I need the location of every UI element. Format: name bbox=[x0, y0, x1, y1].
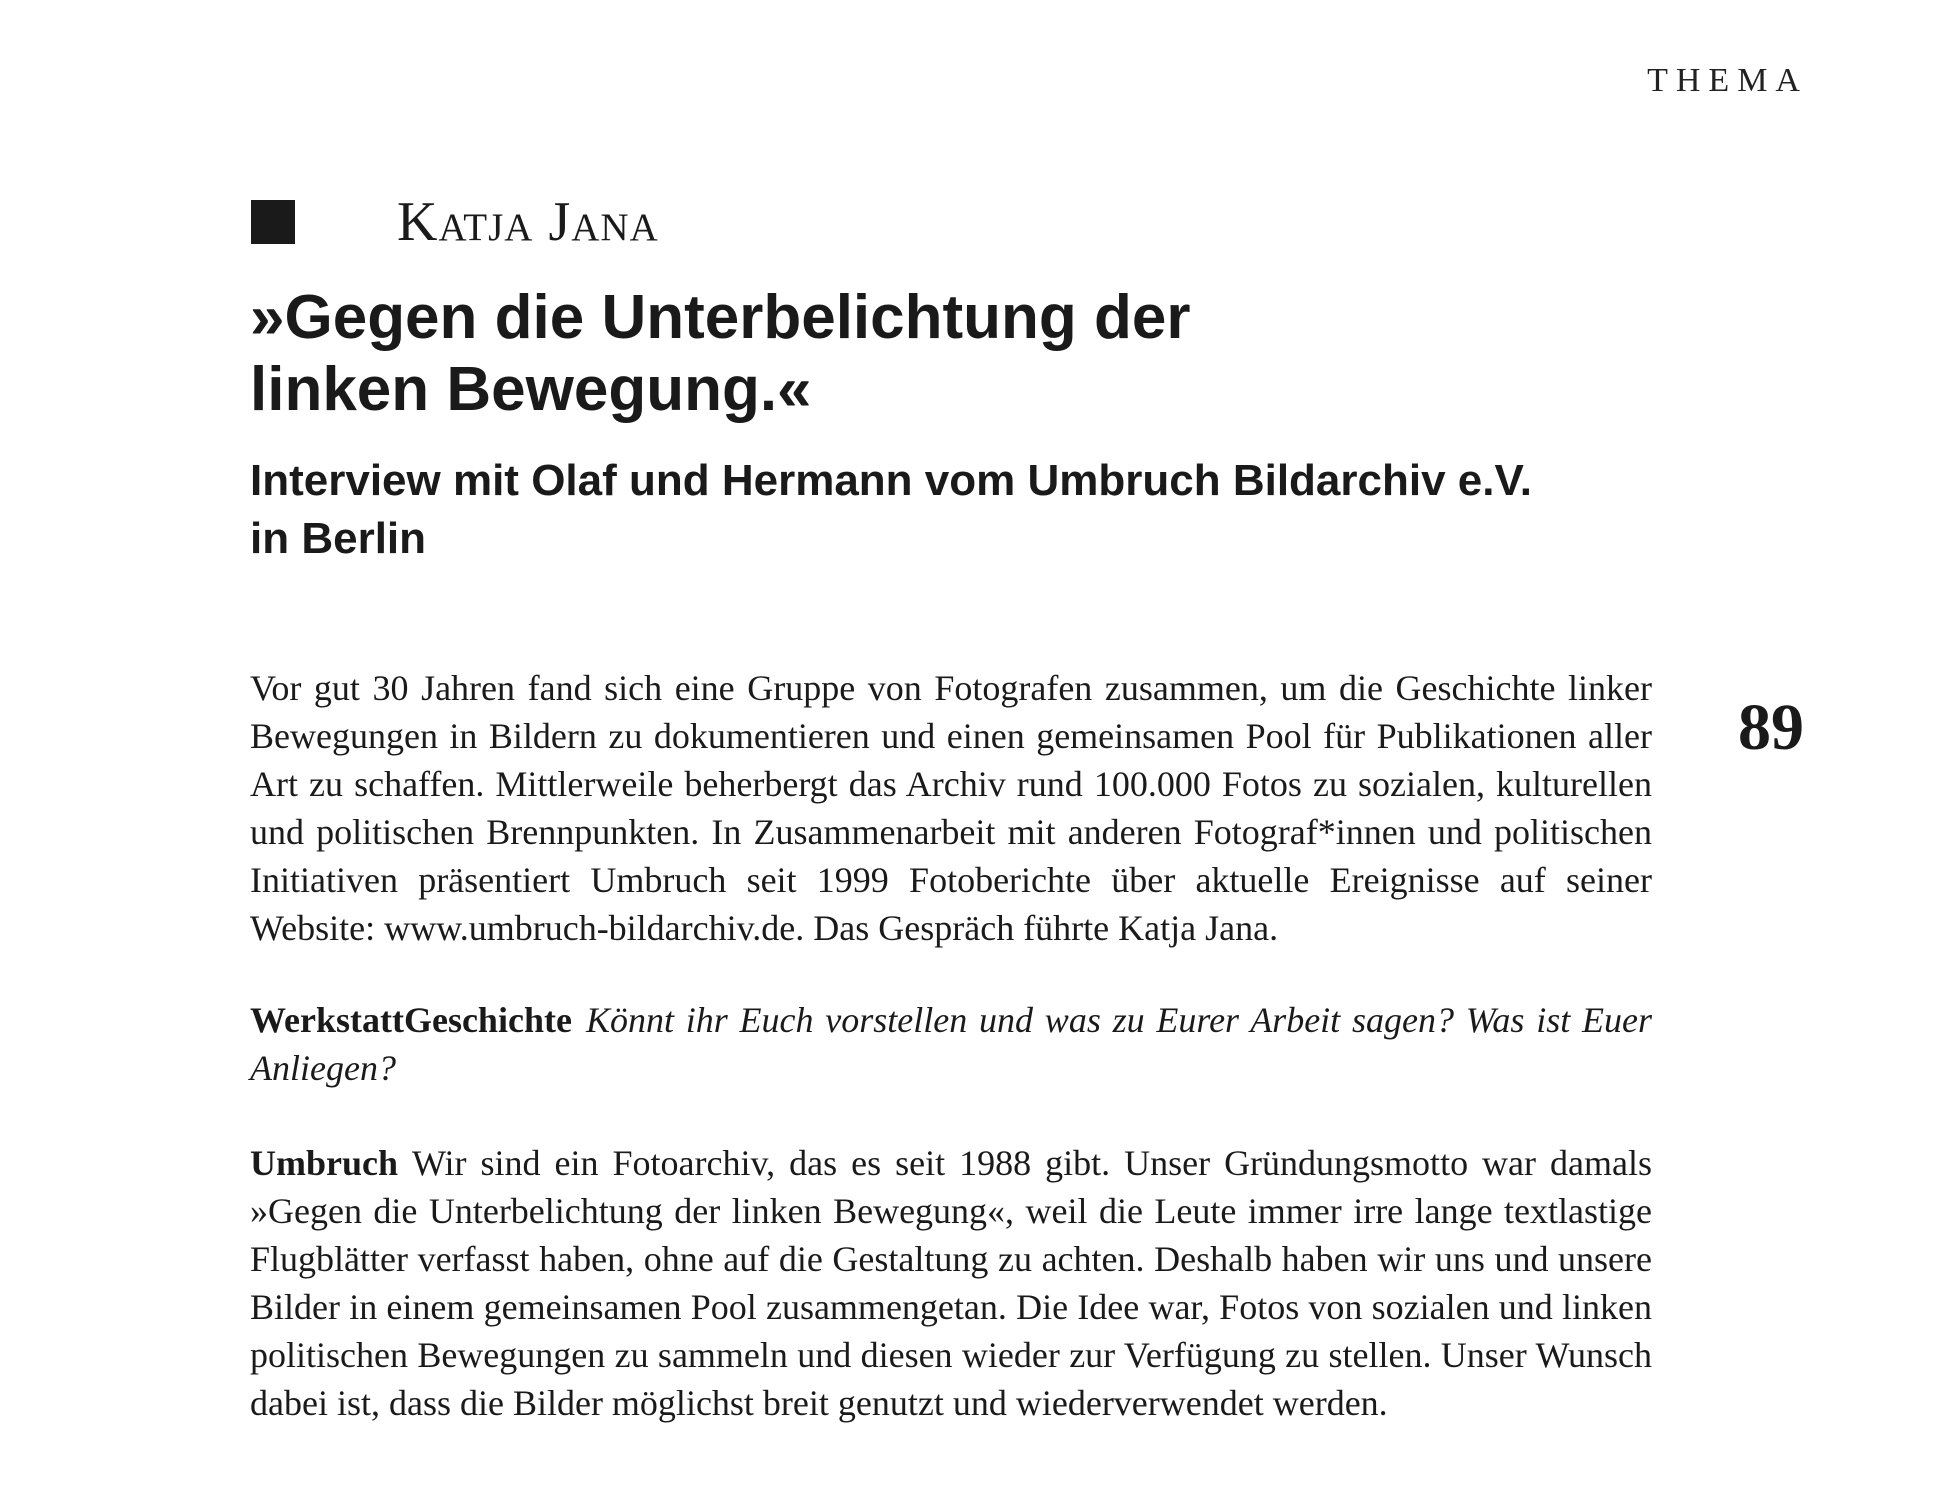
title-line-1: »Gegen die Unterbelichtung der bbox=[250, 283, 1191, 352]
article-subtitle bbox=[250, 452, 1700, 568]
title-line-2: linken Bewegung.« bbox=[250, 355, 812, 424]
question-text: Könnt ihr Euch vorstellen und was zu Eurer Arbeit sagen? Was ist Euer Anliegen? bbox=[250, 1000, 1652, 1088]
section-label: THEMA bbox=[1647, 62, 1808, 99]
author-name: Katja Jana bbox=[397, 191, 659, 253]
interview-answer bbox=[250, 1139, 1652, 1427]
article-title bbox=[250, 282, 1500, 426]
author-row bbox=[251, 192, 659, 252]
interview-question bbox=[250, 996, 1652, 1092]
answer-speaker: Umbruch bbox=[250, 1143, 399, 1183]
intro-paragraph: Vor gut 30 Jahren fand sich eine Gruppe von Fotografen zusammen, um die Geschichte linker Bewegungen in Bildern zu dokumentieren und einen gemeinsamen Pool für Publikationen aller Art zu schaffen. Mittlerweile beherbergt das Archiv rund 100.000 Fotos zu sozialen, kulturellen und politischen Brennpunkten. In Zusammenarbeit mit anderen Fotograf*innen und politischen Initiativen präsentiert Umbruch seit 1999 Fotoberichte über aktuelle Ereignisse auf seiner Website: www.umbruch-bildarchiv.de. Das Gespräch führte Katja Jana. bbox=[250, 668, 1652, 948]
question-speaker: WerkstattGeschichte bbox=[250, 1000, 572, 1040]
subtitle-line-2: in Berlin bbox=[250, 514, 427, 563]
author-marker-square bbox=[251, 200, 295, 244]
page-number: 89 bbox=[1738, 691, 1804, 764]
subtitle-line-1: Interview mit Olaf und Hermann vom Umbruch Bildarchiv e.V. bbox=[250, 456, 1533, 505]
answer-text: Wir sind ein Fotoarchiv, das es seit 1988 gibt. Unser Gründungsmotto war damals »Gegen die Unterbelichtung der linken Bewegung«, weil die Leute immer irre lange textlastige Flugblätter verfasst haben, ohne auf die Gestaltung zu achten. Deshalb haben wir uns und unsere Bilder in einem gemeinsamen Pool zusammengetan. Die Idee war, Fotos von sozialen und linken politischen Bewegungen zu sammeln und diesen wieder zur Verfügung zu stellen. Unser Wunsch dabei ist, dass die Bilder möglichst breit genutzt und wiederverwendet werden. bbox=[250, 1143, 1652, 1423]
